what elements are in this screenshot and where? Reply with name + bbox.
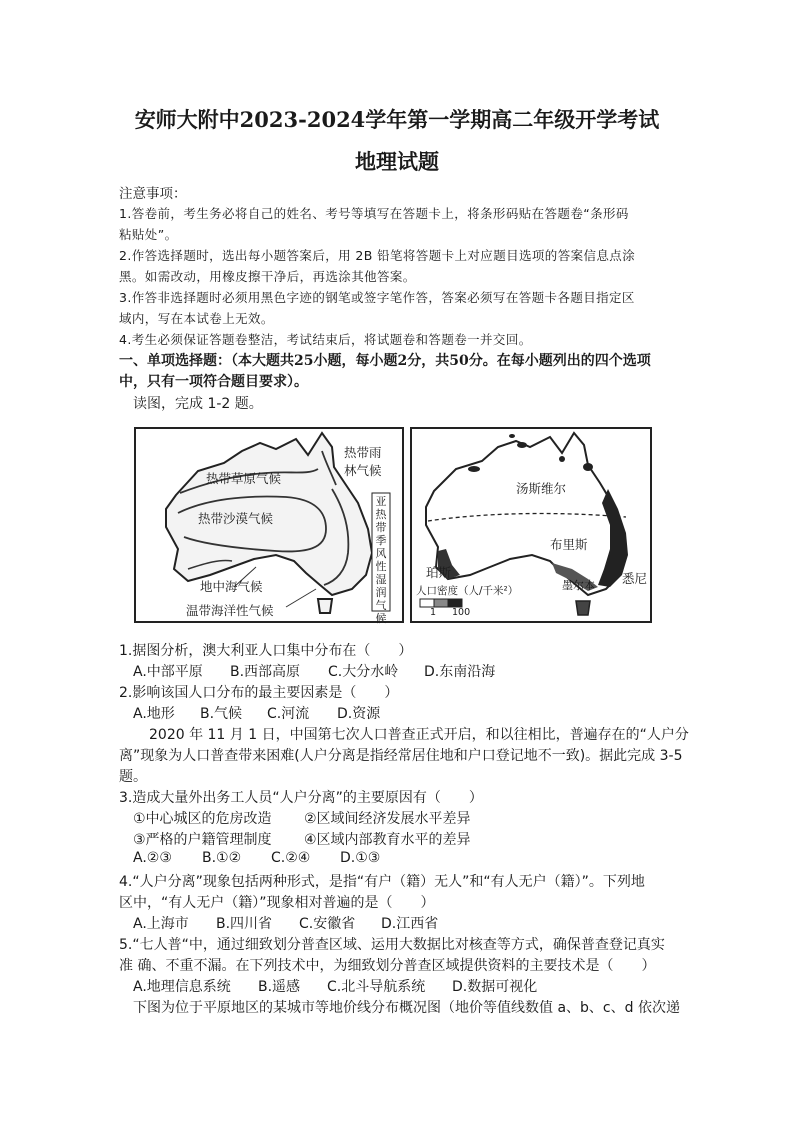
passage-line: 离”现象为人口普查带来困难(人户分离是指经常居住地和户口登记地不一致)。据此完成 3-5	[119, 748, 683, 764]
population-map	[410, 427, 652, 623]
label-rainforest-2: 林气候	[344, 463, 382, 478]
legend-min: 1	[430, 607, 437, 618]
q2-stem: 2.影响该国人口分布的最主要因素是（ ）	[119, 685, 399, 701]
exam-title: 安师大附中2023-2024学年第一学期高二年级开学考试	[134, 107, 660, 132]
label-rainforest-1: 热带雨	[344, 445, 382, 460]
exam-subtitle: 地理试题	[355, 149, 439, 174]
q4-option-b: B.四川省	[216, 916, 273, 932]
label-savanna: 热带草原气候	[206, 471, 282, 486]
q3-item: ③严格的户籍管理制度	[133, 832, 272, 848]
section-intro: 读图，完成 1-2 题。	[133, 396, 263, 412]
q3-stem: 3.造成大量外出务工人员“人户分离”的主要原因有（ ）	[119, 790, 483, 806]
q4-stem-cont: 区中，“有人无户（籍）”现象相对普遍的是（ ）	[119, 895, 435, 911]
q5-option-b: B.遥感	[258, 979, 301, 995]
vertical-label-char: 热	[375, 508, 387, 521]
vertical-label-char: 润	[375, 586, 387, 599]
q1-stem: 1.据图分析，澳大利亚人口集中分布在（ ）	[119, 643, 413, 659]
q5-option-c: C.北斗导航系统	[327, 979, 426, 995]
vertical-label-char: 亚	[375, 495, 387, 508]
notice-line: 域内，写在本试卷上无效。	[119, 311, 274, 326]
label-marine: 温带海洋性气候	[186, 603, 274, 618]
q1-option-b: B.西部高原	[230, 664, 301, 680]
vertical-label-char: 气	[375, 599, 387, 612]
q3-item: ②区域间经济发展水平差异	[304, 811, 471, 827]
q2-option-c: C.河流	[267, 706, 310, 722]
q4-option-d: D.江西省	[381, 916, 439, 932]
q3-option-b: B.①②	[202, 850, 242, 866]
notice-line: 黑。如需改动，用橡皮擦干净后，再选涂其他答案。	[119, 269, 416, 284]
label-desert: 热带沙漠气候	[198, 511, 274, 526]
q3-item: ①中心城区的危房改造	[133, 811, 272, 827]
city-sydney: 悉尼	[622, 571, 648, 586]
vertical-label-char: 候	[375, 612, 387, 625]
q4-option-c: C.安徽省	[299, 916, 356, 932]
legend-title: 人口密度（人/千米²）	[416, 585, 519, 597]
city-brisbane: 布里斯	[550, 537, 588, 552]
notice-line: 3.作答非选择题时必须用黑色字迹的钢笔或签字笔作答，答案必须写在答题卡各题目指定区	[119, 290, 635, 305]
q4-stem: 4.“人户分离”现象包括两种形式，是指“有户（籍）无人”和“有人无户（籍）”。下列地	[119, 874, 645, 890]
q3-option-c: C.②④	[271, 850, 311, 866]
notice-heading: 注意事项：	[119, 186, 187, 202]
q5-stem-cont: 准 确、不重不漏。在下列技术中，为细致划分普查区域提供资料的主要技术是（ ）	[119, 958, 656, 974]
city-melbourne: 墨尔本	[562, 579, 595, 592]
label-mediterranean: 地中海气候	[200, 579, 263, 594]
vertical-label-char: 湿	[375, 573, 387, 586]
q1-option-c: C.大分水岭	[328, 664, 399, 680]
label-subtropical-monsoon	[375, 495, 387, 625]
vertical-label-char: 性	[375, 560, 387, 573]
section-heading-cont: 中，只有一项符合题目要求）。	[119, 374, 308, 390]
vertical-label-char: 带	[375, 521, 387, 534]
q2-option-d: D.资源	[337, 706, 381, 722]
q1-option-a: A.中部平原	[133, 664, 203, 680]
q2-option-b: B.气候	[200, 706, 243, 722]
city-townsville: 汤斯维尔	[516, 481, 567, 496]
section-heading: 一、单项选择题：（本大题共25小题，每小题2分，共50分。在每小题列出的四个选项	[119, 353, 651, 369]
q3-item: ④区域内部教育水平的差异	[304, 832, 471, 848]
q3-option-d: D.①③	[340, 850, 381, 866]
q5-option-d: D.数据可视化	[452, 979, 538, 995]
q1-option-d: D.东南沿海	[424, 664, 496, 680]
q5-option-a: A.地理信息系统	[133, 979, 231, 995]
passage-line: 题。	[119, 769, 147, 785]
vertical-label-char: 风	[375, 547, 387, 560]
trailing-intro: 下图为位于平原地区的某城市等地价线分布概况图（地价等值线数值 a、b、c、d 依次递	[133, 1000, 680, 1016]
notice-line: 粘贴处”。	[119, 227, 178, 242]
notice-line: 1.答卷前，考生务必将自己的姓名、考号等填写在答题卡上，将条形码贴在答题卷“条形码	[119, 206, 629, 221]
vertical-label-char: 季	[375, 534, 387, 547]
q3-option-a: A.②③	[133, 850, 172, 866]
notice-line: 2.作答选择题时，选出每小题答案后，用 2B 铅笔将答题卡上对应题目选项的答案信息点涂	[119, 248, 636, 263]
passage-line: 2020 年 11 月 1 日，中国第七次人口普查正式开启，和以往相比，普遍存在的“人户分	[149, 727, 689, 743]
climate-map	[134, 427, 404, 623]
q2-option-a: A.地形	[133, 706, 175, 722]
notice-line: 4.考生必须保证答题卷整洁，考试结束后，将试题卷和答题卷一并交回。	[119, 332, 532, 347]
legend-max: 100	[452, 607, 471, 618]
q4-option-a: A.上海市	[133, 916, 189, 932]
q5-stem: 5.“七人普“中，通过细致划分普查区域、运用大数据比对核查等方式，确保普查登记真实	[119, 937, 665, 953]
city-perth: 珀斯	[426, 565, 452, 580]
